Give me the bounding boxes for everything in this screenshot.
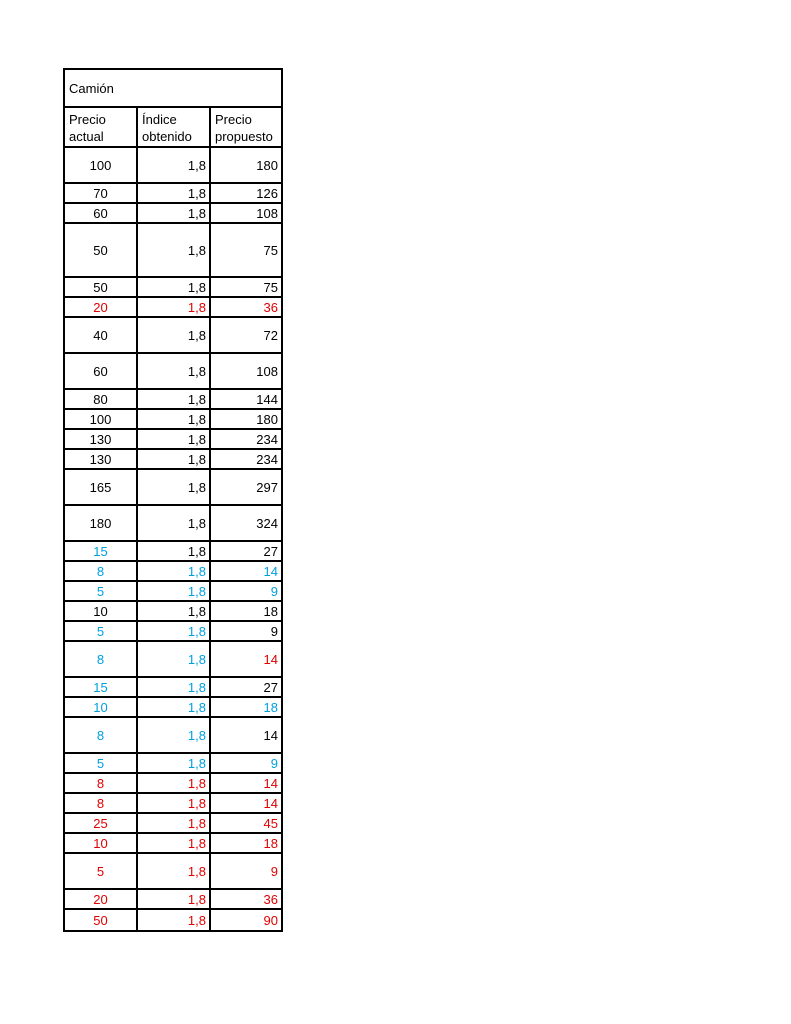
indice-obtenido-cell: 1,8 bbox=[138, 698, 211, 716]
precio-propuesto-cell: 14 bbox=[263, 727, 278, 743]
table-row bbox=[65, 298, 281, 318]
table-row bbox=[65, 890, 281, 910]
precio-propuesto-cell: 9 bbox=[270, 583, 278, 599]
indice-obtenido-cell: 1,8 bbox=[138, 910, 211, 930]
precio-propuesto-cell: 180 bbox=[256, 157, 278, 173]
table-row bbox=[65, 698, 281, 718]
precio-propuesto-cell: 9 bbox=[270, 863, 278, 879]
table-row bbox=[65, 754, 281, 774]
table-row bbox=[65, 390, 281, 410]
header-precio-propuesto: Precio propuesto bbox=[215, 112, 273, 144]
precio-actual-cell: 180 bbox=[65, 506, 138, 540]
table-row bbox=[65, 470, 281, 506]
indice-obtenido-cell: 1,8 bbox=[138, 506, 211, 540]
precio-actual-cell: 70 bbox=[65, 184, 138, 202]
table-row bbox=[65, 410, 281, 430]
table-row bbox=[65, 318, 281, 354]
precio-actual-cell: 100 bbox=[65, 410, 138, 428]
table-row bbox=[65, 854, 281, 890]
indice-obtenido-cell: 1,8 bbox=[138, 184, 211, 202]
indice-obtenido-cell: 1,8 bbox=[138, 354, 211, 388]
table-row bbox=[65, 148, 281, 184]
precio-actual-cell: 5 bbox=[65, 854, 138, 888]
indice-obtenido-cell: 1,8 bbox=[138, 814, 211, 832]
precio-propuesto-cell: 126 bbox=[256, 185, 278, 201]
precio-propuesto-cell: 144 bbox=[256, 391, 278, 407]
table-title: Camión bbox=[65, 70, 281, 108]
precio-propuesto-cell: 108 bbox=[256, 205, 278, 221]
precio-propuesto-cell: 18 bbox=[263, 699, 278, 715]
precio-actual-cell: 10 bbox=[65, 834, 138, 852]
table-row bbox=[65, 542, 281, 562]
precio-propuesto-cell: 72 bbox=[263, 327, 278, 343]
precio-actual-cell: 100 bbox=[65, 148, 138, 182]
price-table bbox=[63, 68, 283, 932]
precio-propuesto-cell: 45 bbox=[263, 815, 278, 831]
precio-propuesto-cell: 108 bbox=[256, 363, 278, 379]
precio-propuesto-cell: 234 bbox=[256, 451, 278, 467]
precio-actual-cell: 40 bbox=[65, 318, 138, 352]
precio-actual-cell: 165 bbox=[65, 470, 138, 504]
table-row bbox=[65, 224, 281, 278]
precio-actual-cell: 15 bbox=[65, 678, 138, 696]
table-row bbox=[65, 450, 281, 470]
table-row bbox=[65, 834, 281, 854]
precio-actual-cell: 10 bbox=[65, 602, 138, 620]
precio-actual-cell: 130 bbox=[65, 430, 138, 448]
table-row bbox=[65, 718, 281, 754]
precio-actual-cell: 25 bbox=[65, 814, 138, 832]
precio-actual-cell: 8 bbox=[65, 774, 138, 792]
indice-obtenido-cell: 1,8 bbox=[138, 602, 211, 620]
precio-propuesto-cell: 18 bbox=[263, 835, 278, 851]
indice-obtenido-cell: 1,8 bbox=[138, 794, 211, 812]
table-row bbox=[65, 184, 281, 204]
precio-actual-cell: 10 bbox=[65, 698, 138, 716]
precio-actual-cell: 60 bbox=[65, 204, 138, 222]
precio-actual-cell: 8 bbox=[65, 794, 138, 812]
precio-actual-cell: 5 bbox=[65, 582, 138, 600]
precio-actual-cell: 80 bbox=[65, 390, 138, 408]
precio-propuesto-cell: 234 bbox=[256, 431, 278, 447]
indice-obtenido-cell: 1,8 bbox=[138, 678, 211, 696]
precio-actual-cell: 15 bbox=[65, 542, 138, 560]
indice-obtenido-cell: 1,8 bbox=[138, 854, 211, 888]
indice-obtenido-cell: 1,8 bbox=[138, 642, 211, 676]
table-body bbox=[65, 148, 281, 930]
precio-actual-cell: 50 bbox=[65, 224, 138, 276]
indice-obtenido-cell: 1,8 bbox=[138, 622, 211, 640]
indice-obtenido-cell: 1,8 bbox=[138, 890, 211, 908]
precio-actual-cell: 130 bbox=[65, 450, 138, 468]
table-row bbox=[65, 774, 281, 794]
indice-obtenido-cell: 1,8 bbox=[138, 390, 211, 408]
indice-obtenido-cell: 1,8 bbox=[138, 224, 211, 276]
indice-obtenido-cell: 1,8 bbox=[138, 430, 211, 448]
precio-actual-cell: 8 bbox=[65, 562, 138, 580]
indice-obtenido-cell: 1,8 bbox=[138, 298, 211, 316]
precio-propuesto-cell: 18 bbox=[263, 603, 278, 619]
header-precio-actual: Precio actual bbox=[65, 108, 138, 146]
table-row bbox=[65, 582, 281, 602]
precio-propuesto-cell: 324 bbox=[256, 515, 278, 531]
precio-propuesto-cell: 14 bbox=[263, 775, 278, 791]
precio-actual-cell: 20 bbox=[65, 890, 138, 908]
header-indice-obtenido: Índice obtenido bbox=[138, 108, 211, 146]
indice-obtenido-cell: 1,8 bbox=[138, 542, 211, 560]
precio-propuesto-cell: 9 bbox=[270, 755, 278, 771]
precio-propuesto-cell: 14 bbox=[263, 795, 278, 811]
precio-propuesto-cell: 14 bbox=[263, 563, 278, 579]
table-row bbox=[65, 602, 281, 622]
precio-propuesto-cell: 90 bbox=[263, 912, 278, 928]
precio-propuesto-cell: 27 bbox=[263, 679, 278, 695]
table-row bbox=[65, 622, 281, 642]
precio-propuesto-cell: 27 bbox=[263, 543, 278, 559]
indice-obtenido-cell: 1,8 bbox=[138, 278, 211, 296]
table-row bbox=[65, 562, 281, 582]
precio-actual-cell: 5 bbox=[65, 754, 138, 772]
table-row bbox=[65, 204, 281, 224]
table-row bbox=[65, 794, 281, 814]
precio-propuesto-cell: 9 bbox=[270, 623, 278, 639]
precio-propuesto-cell: 297 bbox=[256, 479, 278, 495]
indice-obtenido-cell: 1,8 bbox=[138, 562, 211, 580]
table-row bbox=[65, 430, 281, 450]
precio-actual-cell: 5 bbox=[65, 622, 138, 640]
indice-obtenido-cell: 1,8 bbox=[138, 204, 211, 222]
table-row bbox=[65, 814, 281, 834]
indice-obtenido-cell: 1,8 bbox=[138, 450, 211, 468]
table-row bbox=[65, 506, 281, 542]
precio-actual-cell: 50 bbox=[65, 910, 138, 930]
precio-propuesto-cell: 180 bbox=[256, 411, 278, 427]
precio-actual-cell: 50 bbox=[65, 278, 138, 296]
indice-obtenido-cell: 1,8 bbox=[138, 148, 211, 182]
header-row bbox=[65, 108, 281, 148]
table-row bbox=[65, 278, 281, 298]
table-row bbox=[65, 910, 281, 930]
precio-propuesto-cell: 14 bbox=[263, 651, 278, 667]
indice-obtenido-cell: 1,8 bbox=[138, 834, 211, 852]
table-row bbox=[65, 678, 281, 698]
precio-propuesto-cell: 75 bbox=[263, 242, 278, 258]
precio-actual-cell: 20 bbox=[65, 298, 138, 316]
table-row bbox=[65, 354, 281, 390]
precio-actual-cell: 8 bbox=[65, 642, 138, 676]
indice-obtenido-cell: 1,8 bbox=[138, 582, 211, 600]
precio-propuesto-cell: 75 bbox=[263, 279, 278, 295]
indice-obtenido-cell: 1,8 bbox=[138, 754, 211, 772]
precio-propuesto-cell: 36 bbox=[263, 299, 278, 315]
indice-obtenido-cell: 1,8 bbox=[138, 718, 211, 752]
indice-obtenido-cell: 1,8 bbox=[138, 410, 211, 428]
indice-obtenido-cell: 1,8 bbox=[138, 318, 211, 352]
precio-actual-cell: 60 bbox=[65, 354, 138, 388]
precio-propuesto-cell: 36 bbox=[263, 891, 278, 907]
table-row bbox=[65, 642, 281, 678]
precio-actual-cell: 8 bbox=[65, 718, 138, 752]
indice-obtenido-cell: 1,8 bbox=[138, 774, 211, 792]
indice-obtenido-cell: 1,8 bbox=[138, 470, 211, 504]
